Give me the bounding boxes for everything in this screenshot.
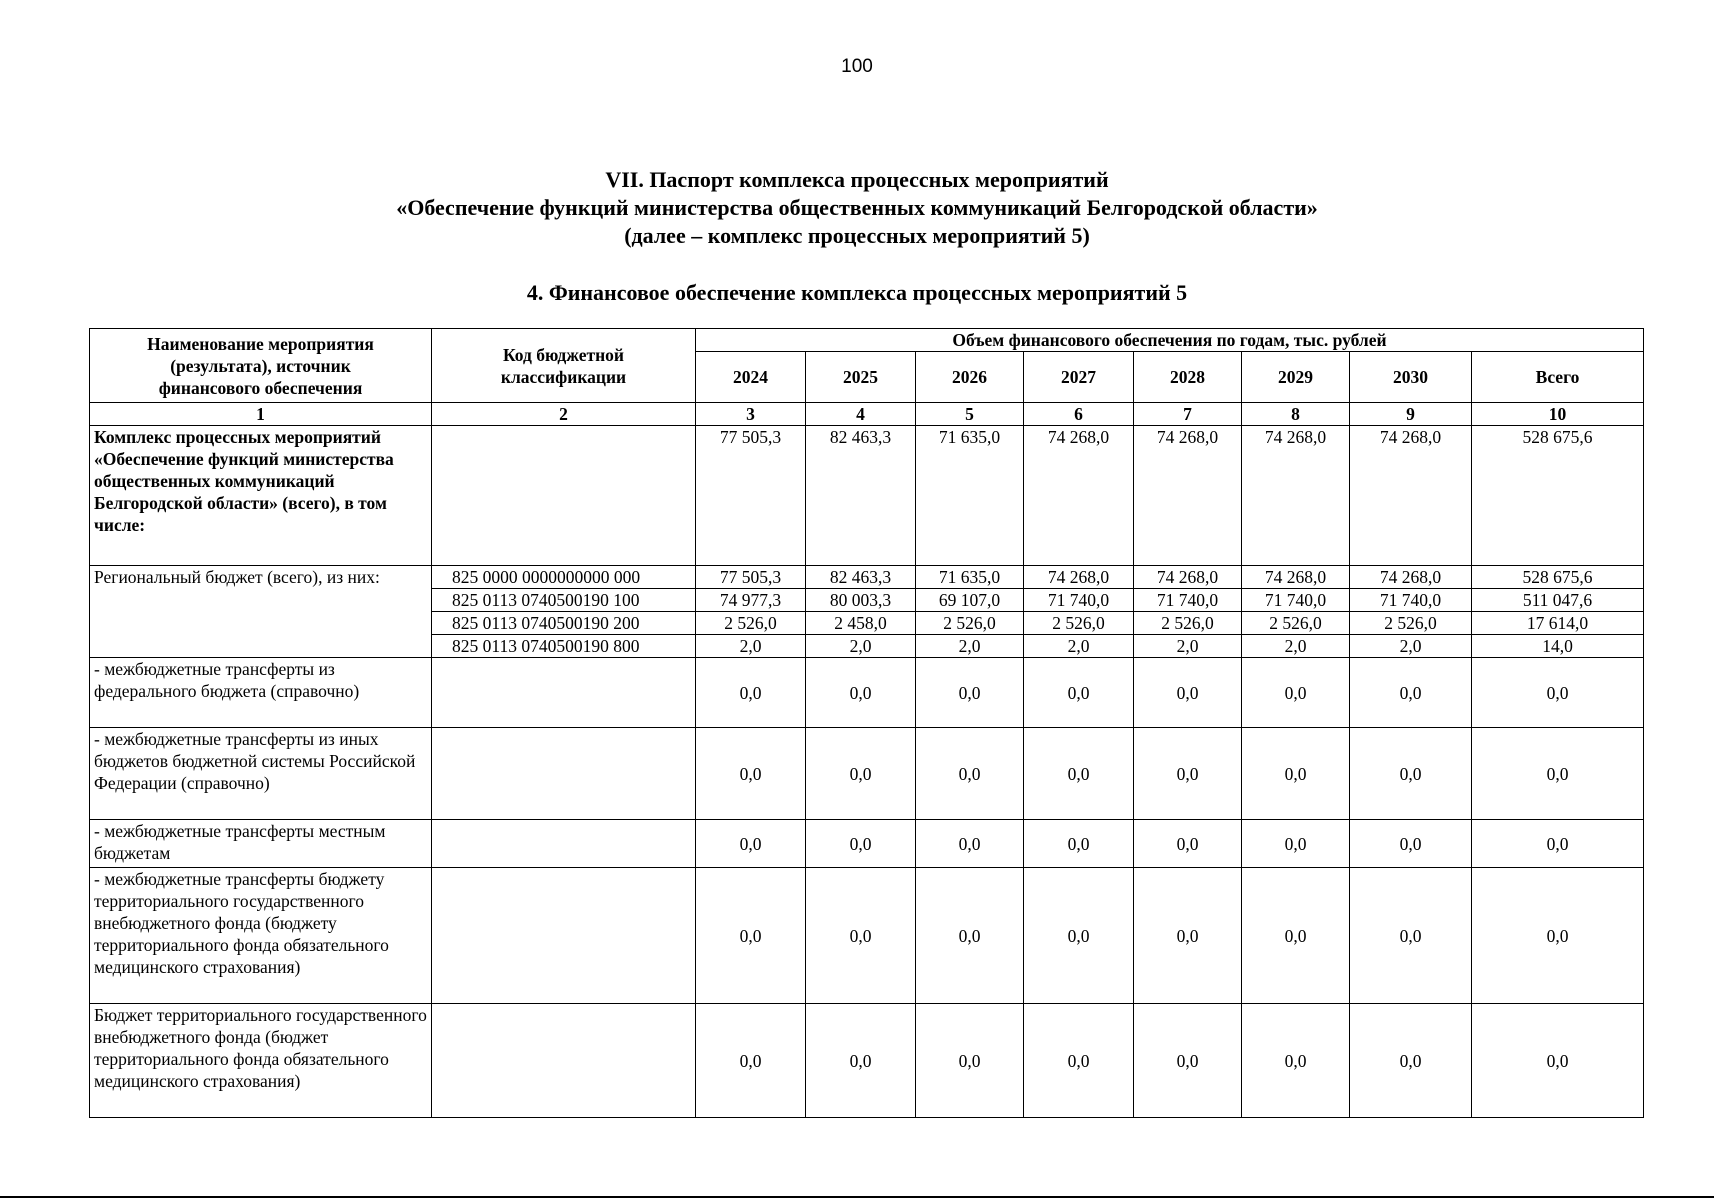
transfer-name: - межбюджетные трансферты бюджету территориального государственного внебюджетного фонда (бюджету территориального фонда обязательного медицинского страхования): [90, 868, 432, 1004]
table-row-complex: [90, 426, 1644, 566]
budget-code: 825 0113 0740500190 100: [432, 589, 696, 612]
fund-budget-name: Бюджет территориального государственного внебюджетного фонда (бюджет территориального фонда обязательного медицинского страхования): [90, 1004, 432, 1118]
transfer-value: 0,0: [806, 868, 916, 1004]
regional-value: 14,0: [1472, 635, 1644, 658]
complex-value: 528 675,6: [1472, 426, 1644, 566]
transfer-value: 0,0: [916, 728, 1024, 820]
table-row-regional: [90, 566, 1644, 589]
header-year: 2029: [1242, 352, 1350, 403]
column-number: 5: [916, 403, 1024, 426]
complex-value: 77 505,3: [696, 426, 806, 566]
transfer-value: 0,0: [696, 820, 806, 868]
regional-value: 77 505,3: [696, 566, 806, 589]
fund-budget-value: 0,0: [1134, 1004, 1242, 1118]
fund-budget-value: 0,0: [1472, 1004, 1644, 1118]
table-row-transfer: [90, 868, 1644, 1004]
transfer-value: 0,0: [1024, 658, 1134, 728]
title-line-3: (далее – комплекс процессных мероприятий 5): [624, 223, 1090, 248]
column-number: 3: [696, 403, 806, 426]
column-number: 9: [1350, 403, 1472, 426]
regional-value: 2,0: [1350, 635, 1472, 658]
regional-value: 2 526,0: [916, 612, 1024, 635]
transfer-value: 0,0: [1134, 868, 1242, 1004]
regional-value: 2 526,0: [1024, 612, 1134, 635]
complex-value: 74 268,0: [1134, 426, 1242, 566]
transfer-name: - межбюджетные трансферты местным бюджетам: [90, 820, 432, 868]
transfer-code: [432, 658, 696, 728]
regional-value: 2 458,0: [806, 612, 916, 635]
regional-value: 2,0: [696, 635, 806, 658]
scan-edge-line: [0, 1196, 1714, 1198]
regional-value: 74 268,0: [1024, 566, 1134, 589]
fund-budget-value: 0,0: [1350, 1004, 1472, 1118]
column-number: 8: [1242, 403, 1350, 426]
regional-value: 2 526,0: [696, 612, 806, 635]
fund-budget-code: [432, 1004, 696, 1118]
column-number: 1: [90, 403, 432, 426]
transfer-value: 0,0: [806, 658, 916, 728]
transfer-value: 0,0: [1350, 820, 1472, 868]
regional-value: 2,0: [1024, 635, 1134, 658]
table-row-transfer: [90, 658, 1644, 728]
transfer-value: 0,0: [1242, 728, 1350, 820]
header-year: 2027: [1024, 352, 1134, 403]
regional-value: 2 526,0: [1134, 612, 1242, 635]
regional-value: 2 526,0: [1350, 612, 1472, 635]
complex-code: [432, 426, 696, 566]
fund-budget-value: 0,0: [916, 1004, 1024, 1118]
section-subtitle: 4. Финансовое обеспечение комплекса процессных мероприятий 5: [526, 280, 1188, 305]
transfer-value: 0,0: [1472, 868, 1644, 1004]
column-number: 4: [806, 403, 916, 426]
document-title: [0, 166, 1714, 250]
transfer-value: 0,0: [1472, 820, 1644, 868]
transfer-value: 0,0: [1134, 658, 1242, 728]
regional-value: 71 635,0: [916, 566, 1024, 589]
header-year: 2024: [696, 352, 806, 403]
regional-value: 2,0: [916, 635, 1024, 658]
transfer-value: 0,0: [806, 820, 916, 868]
header-name: Наименование мероприятия (результата), источник финансового обеспечения: [90, 329, 432, 403]
transfer-code: [432, 728, 696, 820]
transfer-value: 0,0: [916, 820, 1024, 868]
transfer-value: 0,0: [1350, 728, 1472, 820]
regional-value: 69 107,0: [916, 589, 1024, 612]
header-year: 2030: [1350, 352, 1472, 403]
regional-name: Региональный бюджет (всего), из них:: [90, 566, 432, 658]
transfer-name: - межбюджетные трансферты из иных бюджетов бюджетной системы Российской Федерации (справочно): [90, 728, 432, 820]
transfer-value: 0,0: [916, 658, 1024, 728]
transfer-value: 0,0: [1350, 868, 1472, 1004]
transfer-value: 0,0: [696, 658, 806, 728]
financing-table: [89, 328, 1644, 1118]
column-number: 2: [432, 403, 696, 426]
transfer-value: 0,0: [806, 728, 916, 820]
transfer-value: 0,0: [1134, 820, 1242, 868]
regional-value: 71 740,0: [1024, 589, 1134, 612]
regional-value: 2,0: [806, 635, 916, 658]
transfer-value: 0,0: [1024, 868, 1134, 1004]
transfer-code: [432, 868, 696, 1004]
regional-value: 2 526,0: [1242, 612, 1350, 635]
transfer-value: 0,0: [696, 868, 806, 1004]
header-total: Всего: [1472, 352, 1644, 403]
header-year: 2025: [806, 352, 916, 403]
header-year: 2028: [1134, 352, 1242, 403]
regional-value: 71 740,0: [1242, 589, 1350, 612]
table-row-transfer: [90, 728, 1644, 820]
page-number: 100: [841, 56, 873, 77]
title-line-2: «Обеспечение функций министерства общественных коммуникаций Белгородской области»: [396, 195, 1318, 220]
regional-value: 528 675,6: [1472, 566, 1644, 589]
transfer-value: 0,0: [1024, 820, 1134, 868]
regional-value: 71 740,0: [1350, 589, 1472, 612]
column-number: 6: [1024, 403, 1134, 426]
transfer-code: [432, 820, 696, 868]
regional-value: 82 463,3: [806, 566, 916, 589]
complex-value: 74 268,0: [1242, 426, 1350, 566]
transfer-value: 0,0: [1472, 658, 1644, 728]
regional-value: 2,0: [1134, 635, 1242, 658]
title-line-1: VII. Паспорт комплекса процессных мероприятий: [605, 167, 1109, 192]
transfer-value: 0,0: [1242, 658, 1350, 728]
regional-value: 74 268,0: [1242, 566, 1350, 589]
fund-budget-value: 0,0: [696, 1004, 806, 1118]
transfer-value: 0,0: [916, 868, 1024, 1004]
complex-value: 74 268,0: [1350, 426, 1472, 566]
column-number: 10: [1472, 403, 1644, 426]
table-row-transfer: [90, 820, 1644, 868]
transfer-value: 0,0: [1134, 728, 1242, 820]
regional-value: 17 614,0: [1472, 612, 1644, 635]
transfer-value: 0,0: [1242, 868, 1350, 1004]
header-volume: Объем финансового обеспечения по годам, тыс. рублей: [696, 329, 1644, 352]
regional-value: 74 977,3: [696, 589, 806, 612]
fund-budget-value: 0,0: [806, 1004, 916, 1118]
table-row-fund-budget: [90, 1004, 1644, 1118]
transfer-value: 0,0: [696, 728, 806, 820]
budget-code: 825 0000 0000000000 000: [432, 566, 696, 589]
regional-value: 2,0: [1242, 635, 1350, 658]
column-number: 7: [1134, 403, 1242, 426]
complex-value: 71 635,0: [916, 426, 1024, 566]
regional-value: 511 047,6: [1472, 589, 1644, 612]
complex-value: 74 268,0: [1024, 426, 1134, 566]
fund-budget-value: 0,0: [1242, 1004, 1350, 1118]
complex-name: Комплекс процессных мероприятий «Обеспечение функций министерства общественных коммуникаций Белгородской области» (всего), в том числе:: [90, 426, 432, 566]
transfer-value: 0,0: [1242, 820, 1350, 868]
regional-value: 74 268,0: [1134, 566, 1242, 589]
transfer-value: 0,0: [1472, 728, 1644, 820]
header-code: Код бюджетной классификации: [432, 329, 696, 403]
transfer-name: - межбюджетные трансферты из федерального бюджета (справочно): [90, 658, 432, 728]
budget-code: 825 0113 0740500190 800: [432, 635, 696, 658]
transfer-value: 0,0: [1350, 658, 1472, 728]
complex-value: 82 463,3: [806, 426, 916, 566]
regional-value: 71 740,0: [1134, 589, 1242, 612]
budget-code: 825 0113 0740500190 200: [432, 612, 696, 635]
regional-value: 80 003,3: [806, 589, 916, 612]
transfer-value: 0,0: [1024, 728, 1134, 820]
fund-budget-value: 0,0: [1024, 1004, 1134, 1118]
regional-value: 74 268,0: [1350, 566, 1472, 589]
header-year: 2026: [916, 352, 1024, 403]
